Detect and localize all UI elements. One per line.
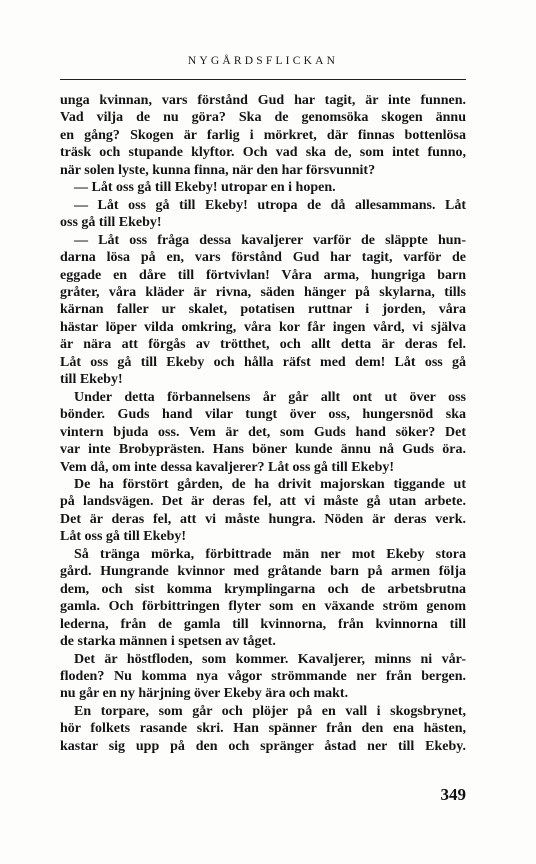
text-line: Låt oss gå till Ekeby!: [60, 529, 187, 545]
text-line: vintern bjuda oss. Vem är det, som Guds hand söker? Det: [60, 424, 466, 440]
text-line: En torpare, som går och plöjer på en vall i skogsbrynet,: [74, 703, 466, 719]
text-line: hör folkets rasande skri. Han spänner från den ena hästen,: [60, 721, 466, 737]
text-line: bönder. Guds hand vilar tungt över oss, hungersnöd ska: [60, 407, 466, 423]
text-line: Det är höstfloden, som kommer. Kavaljerer, minns ni vår-: [74, 651, 466, 667]
running-head: NYGÅRDSFLICKAN: [187, 55, 339, 67]
text-line: gård. Hungrande kvinnor med gråtande barn på armen följa: [60, 564, 466, 580]
text-line: kärnan faller ur skalet, potatisen ruttnar i jorden, våra: [60, 302, 466, 318]
text-line: de starka männen i spetsen av tåget.: [60, 634, 276, 650]
text-line: oss gå till Ekeby!: [60, 215, 162, 231]
page-number: 349: [440, 785, 466, 804]
text-line: kastar sig upp på den och spränger åstad ner till Ekeby.: [60, 738, 466, 754]
text-line: Det är deras fel, att vi måste hungra. Nöden är deras verk.: [60, 511, 466, 527]
text-line: nu går en ny härjning över Ekeby ära och makt.: [60, 686, 349, 702]
text-line: träsk och stupande klyftor. Och vad ska de, som intet funno,: [60, 145, 466, 161]
text-line: Vad vilja de nu göra? Ska de genomsöka skogen ännu: [60, 110, 466, 126]
text-line: var inte Brobyprästen. Hans böner kunde ännu nå Guds öra.: [60, 442, 466, 458]
text-line: floden? Nu komma nya vågor strömmande ner från bergen.: [60, 668, 466, 684]
text-line: Under detta förbannelsens år går allt ont ut över oss: [74, 389, 466, 405]
body-text: [60, 92, 466, 755]
text-line: är nära att förgås av trötthet, och allt detta är deras fel.: [60, 337, 466, 353]
text-line: — Låt oss fråga dessa kavaljerer varför de släppte hun-: [74, 232, 466, 248]
text-line: gamla. Och förbittringen flyter som en växande ström genom: [60, 599, 466, 615]
text-line: — Låt oss gå till Ekeby! utropar en i hopen.: [74, 180, 336, 196]
text-line: eggade en dåre till förtvivlan! Våra arma, hungriga barn: [60, 267, 466, 283]
text-line: på landsvägen. Det är deras fel, att vi måste gå utan arbete.: [60, 494, 466, 510]
text-line: De ha förstört gården, de ha drivit majorskan tiggande ut: [74, 476, 466, 492]
text-line: hästar löper vilda omkring, våra kor får ingen vård, vi själva: [60, 319, 466, 335]
text-line: dem, och sist komma krymplingarna och de arbetsbrutna: [60, 581, 466, 597]
text-line: Vem då, om inte dessa kavaljerer? Låt oss gå till Ekeby!: [60, 459, 395, 475]
text-line: när solen lyste, kunna finna, när den har försvunnit?: [60, 162, 376, 178]
text-line: darna lösa på en, vars förstånd Gud har tagit, varför de: [60, 250, 466, 266]
header-rule: [60, 79, 466, 80]
text-line: Låt oss gå till Ekeby och hålla räfst med dem! Låt oss gå: [60, 354, 466, 370]
text-line: — Låt oss gå till Ekeby! utropa de då allesammans. Låt: [74, 197, 466, 213]
text-line: gråter, våra kläder är rivna, säden hänger på skylarna, tills: [60, 284, 466, 300]
text-line: unga kvinnan, vars förstånd Gud har tagit, är inte funnen.: [60, 93, 466, 108]
text-line: till Ekeby!: [60, 372, 123, 388]
text-line: lederna, från de gamla till kvinnorna, från kvinnorna till: [60, 616, 466, 632]
text-line: Så tränga mörka, förbittrade män ner mot Ekeby stora: [74, 546, 466, 562]
text-line: en gång? Skogen är farlig i mörkret, där finnas bottenlösa: [60, 127, 466, 143]
